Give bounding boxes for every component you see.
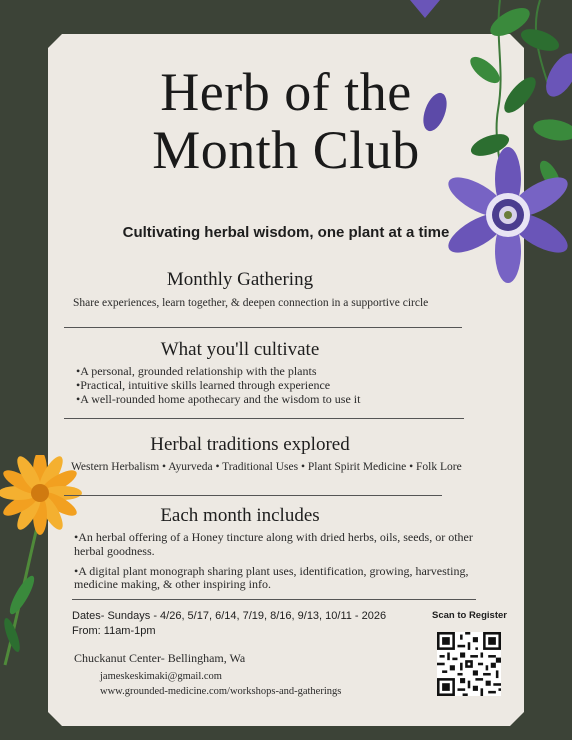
cultivate-item-2: •Practical, intuitive skills learned through experience xyxy=(76,378,331,392)
includes-heading: Each month includes xyxy=(160,505,320,526)
gathering-text: Share experiences, learn together, & deepen connection in a supportive circle xyxy=(73,297,429,309)
divider-2 xyxy=(64,418,464,419)
schedule-time: From: 11am-1pm xyxy=(72,625,156,637)
traditions-text: Western Herbalism • Ayurveda • Traditional Uses • Plant Spirit Medicine • Folk Lore xyxy=(71,461,462,473)
schedule-dates: Dates- Sundays - 4/26, 5/17, 6/14, 7/19, 8/16, 9/13, 10/11 - 2026 xyxy=(72,610,387,622)
cultivate-item-1: •A personal, grounded relationship with the plants xyxy=(76,364,317,378)
traditions-heading: Herbal traditions explored xyxy=(150,434,350,455)
register-qr-code[interactable] xyxy=(437,632,501,696)
contact-email: jameskeskimaki@gmail.com xyxy=(100,671,222,682)
includes-item-2-line-2: medicine making, & other inspiring info. xyxy=(74,577,271,591)
cultivate-heading: What you'll cultivate xyxy=(160,339,320,360)
cultivate-item-3: •A well-rounded home apothecary and the wisdom to use it xyxy=(76,392,361,406)
title-line-1: Herb of the xyxy=(160,62,412,122)
location: Chuckanut Center- Bellingham, Wa xyxy=(74,651,246,665)
divider-4 xyxy=(72,599,476,600)
includes-item-1-line-1: •An herbal offering of a Honey tincture along with dried herbs, oils, seeds, or other xyxy=(74,530,473,544)
divider-3 xyxy=(64,495,442,496)
includes-item-2-line-1: •A digital plant monograph sharing plant uses, identification, growing, harvesting, xyxy=(74,564,469,578)
register-label: Scan to Register xyxy=(432,610,507,621)
divider-1 xyxy=(64,327,462,328)
includes-item-1-line-2: herbal goodness. xyxy=(74,544,155,558)
tagline: Cultivating herbal wisdom, one plant at a time xyxy=(122,224,450,241)
gathering-heading: Monthly Gathering xyxy=(166,269,314,290)
title-line-2: Month Club xyxy=(152,120,420,180)
contact-website: www.grounded-medicine.com/workshops-and-gatherings xyxy=(100,686,342,697)
